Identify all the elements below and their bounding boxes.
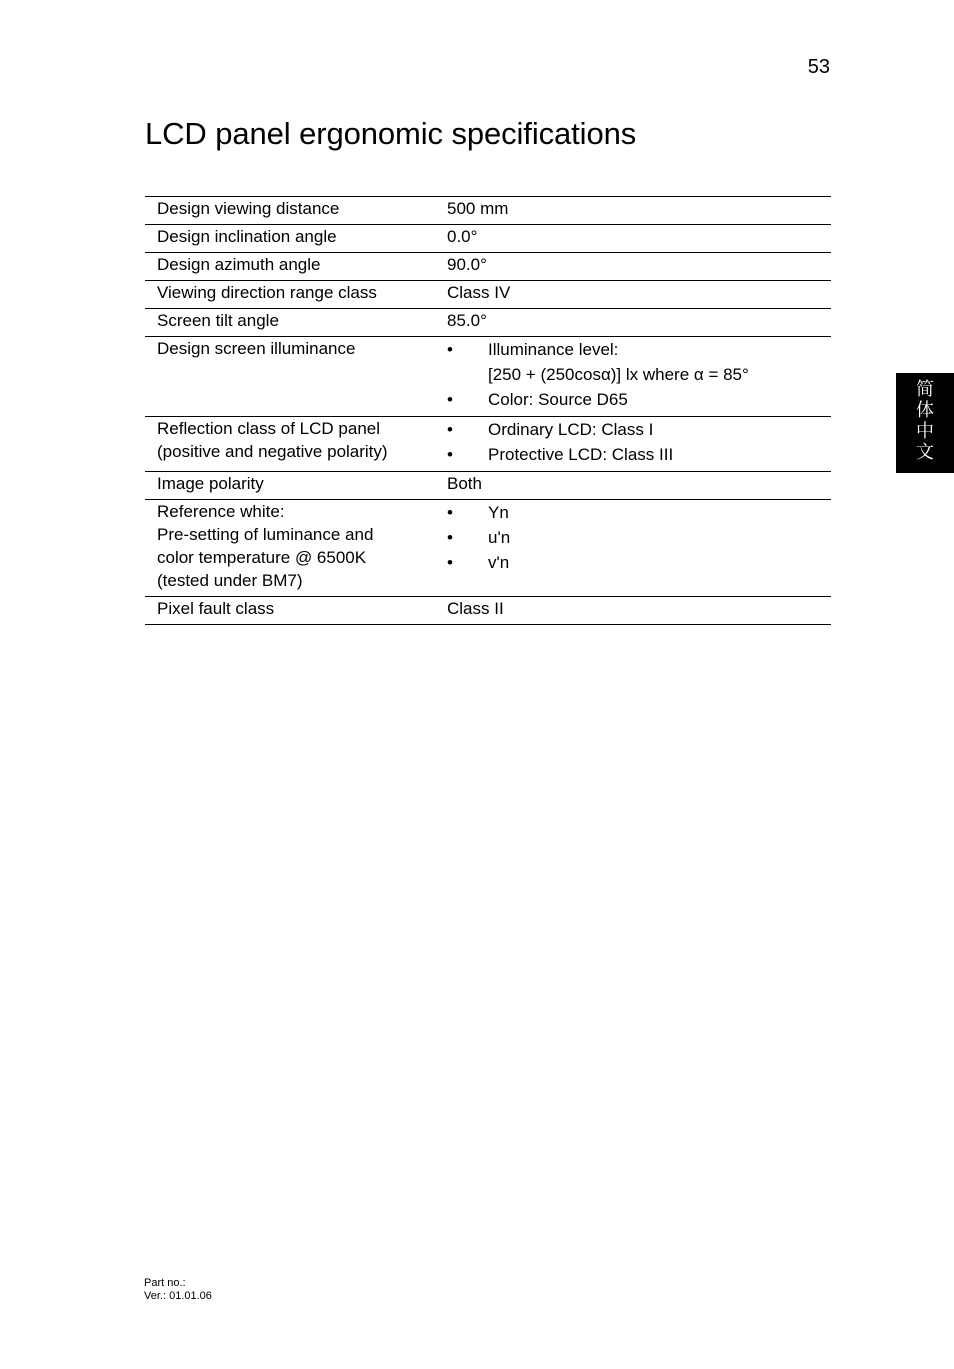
spec-label: Viewing direction range class [157,283,377,302]
spec-value-cell [447,225,831,253]
language-tab-char: 体 [916,400,934,421]
spec-bullet-text: v'n [488,553,510,572]
spec-label-cell [145,281,447,309]
spec-label-cell [145,597,447,625]
bullet-icon: • [447,340,453,359]
spec-value-cell [447,281,831,309]
spec-label: color temperature @ 6500K [157,548,367,567]
spec-label: Image polarity [157,474,264,493]
spec-bullet-text: Color: Source D65 [488,390,628,409]
spec-bullet-text: Protective LCD: Class III [488,445,674,464]
spec-value-cell [447,253,831,281]
footer-part-no: Part no.: [144,1277,186,1289]
spec-bullet-text: [250 + (250cosα)] lx where α = 85° [488,365,749,384]
spec-label: Reference white: [157,502,285,521]
spec-label: Screen tilt angle [157,311,279,330]
spec-bullet-item [447,525,831,550]
spec-value: 85.0° [447,311,487,330]
spec-bullet-item [447,417,831,442]
spec-label: Reflection class of LCD panel [157,419,381,438]
spec-label: (positive and negative polarity) [157,442,388,461]
spec-bullet-list [447,417,831,467]
spec-bullet-text: u'n [488,528,511,547]
spec-label: Pixel fault class [157,599,275,618]
bullet-icon: • [447,420,453,439]
spec-label: (tested under BM7) [157,571,303,590]
spec-row [145,225,831,253]
spec-value-cell [447,500,831,597]
footer-version: Ver.: 01.01.06 [144,1290,212,1302]
spec-bullet-item [447,442,831,467]
bullet-icon: • [447,390,453,409]
spec-value-cell [447,597,831,625]
spec-value-cell [447,309,831,337]
footer [144,1277,212,1303]
spec-value: Both [447,474,482,493]
spec-value-cell [447,472,831,500]
spec-label-cell [145,417,447,472]
spec-value: 500 mm [447,199,509,218]
spec-row [145,253,831,281]
spec-table [145,196,831,625]
spec-value: Class IV [447,283,511,302]
spec-bullet-list [447,500,831,575]
spec-row [145,472,831,500]
spec-bullet-list [447,337,831,412]
bullet-icon: • [447,445,453,464]
spec-bullet-text: Yn [488,503,509,522]
spec-value: 0.0° [447,227,478,246]
spec-bullet-item [447,337,831,387]
spec-value-cell [447,417,831,472]
spec-row [145,500,831,597]
language-tab-char: 简 [916,379,934,400]
language-tab-char: 文 [916,442,934,463]
spec-bullet-item [447,550,831,575]
page-number: 53 [807,56,830,78]
spec-value-cell [447,197,831,225]
spec-row [145,337,831,417]
spec-label: Design screen illuminance [157,339,356,358]
language-tab-char: 中 [916,421,934,442]
spec-label: Design viewing distance [157,199,340,218]
language-tab[interactable] [896,373,954,473]
spec-row [145,309,831,337]
spec-row [145,417,831,472]
spec-label-cell [145,500,447,597]
bullet-icon: • [447,553,453,572]
bullet-icon: • [447,528,453,547]
spec-label-cell [145,225,447,253]
spec-value-cell [447,337,831,417]
spec-label-cell [145,337,447,417]
spec-value: Class II [447,599,504,618]
spec-label-cell [145,253,447,281]
spec-row [145,597,831,625]
spec-label: Design inclination angle [157,227,337,246]
spec-bullet-item [447,500,831,525]
bullet-icon: • [447,503,453,522]
spec-label-cell [145,472,447,500]
spec-row [145,197,831,225]
spec-bullet-text: Ordinary LCD: Class I [488,420,654,439]
spec-label-cell [145,309,447,337]
spec-label: Design azimuth angle [157,255,321,274]
spec-value: 90.0° [447,255,487,274]
spec-row [145,281,831,309]
spec-bullet-text: Illuminance level: [488,340,619,359]
spec-bullet-item [447,387,831,412]
spec-table-body [145,197,831,625]
spec-label: Pre-setting of luminance and [157,525,374,544]
spec-label-cell [145,197,447,225]
page-title: LCD panel ergonomic specifications [145,116,637,151]
